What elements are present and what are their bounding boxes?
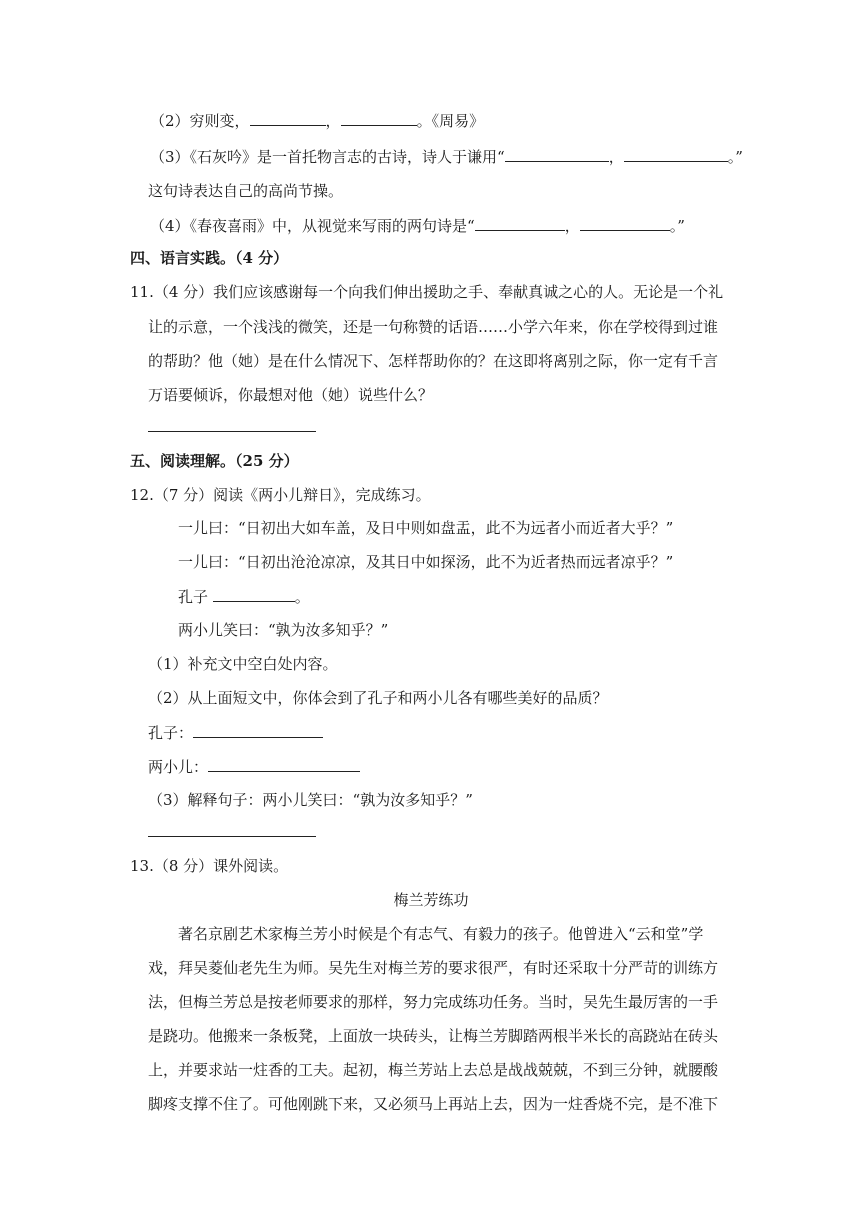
q10-2-separator: ， <box>325 112 341 130</box>
q10-item-4 <box>150 215 685 236</box>
q10-item-3 <box>150 146 743 167</box>
q10-4-blank-2[interactable] <box>580 215 670 231</box>
q10-4-prefix: （4）《春夜喜雨》中，从视觉来写雨的两句诗是“ <box>150 217 475 235</box>
q12-kongzi-answer[interactable] <box>193 722 323 738</box>
q12-text-1: 一儿曰：“日初出大如车盖，及日中则如盘盂，此不为远者小而近者大乎？” <box>178 519 674 537</box>
q12-liangxiaoer-row <box>148 756 360 777</box>
q10-3-suffix: 。” <box>727 148 743 166</box>
q12-text-3-prefix: 孔子 <box>178 588 213 606</box>
q11-line-3: 的帮助？他（她）是在什么情况下、怎样帮助你的？在这即将离别之际，你一定有千言 <box>148 352 719 370</box>
q12-liangxiaoer-answer[interactable] <box>208 756 360 772</box>
q13-passage-line-3: 法，但梅兰芳总是按老师要求的那样，努力完成练功任务。当时，吴先生最厉害的一手 <box>148 993 719 1011</box>
q10-3-blank-1[interactable] <box>505 146 609 162</box>
q12-kongzi-label: 孔子： <box>148 724 194 742</box>
q11-line-2: 让的示意，一个浅浅的微笑，还是一句称赞的话语……小学六年来，你在学校得到过谁 <box>148 318 719 336</box>
q11-line-4: 万语要倾诉，你最想对他（她）说些什么？ <box>148 386 434 404</box>
q12-text-2: 一儿曰：“日初出沧沧凉凉，及其日中如探汤，此不为近者热而远者凉乎？” <box>178 553 674 571</box>
q10-item-2 <box>150 110 484 131</box>
q13-passage-line-1: 著名京剧艺术家梅兰芳小时候是个有志气、有毅力的孩子。他曾进入“云和堂”学 <box>178 925 704 943</box>
q12-sub-3: （3）解释句子：两小儿笑曰：“孰为汝多知乎？” <box>148 791 473 809</box>
q13-intro: 13.（8 分）课外阅读。 <box>130 857 289 875</box>
q13-passage-line-6: 脚疼支撑不住了。可他刚跳下来，又必须马上再站上去，因为一炷香烧不完，是不准下 <box>148 1095 719 1113</box>
q10-2-prefix: （2）穷则变， <box>150 112 250 130</box>
q10-3-prefix: （3）《石灰吟》是一首托物言志的古诗，诗人于谦用“ <box>150 148 505 166</box>
q10-2-blank-2[interactable] <box>341 110 417 126</box>
q10-3-separator: ， <box>608 148 624 166</box>
q13-passage-line-5: 上，并要求站一炷香的工夫。起初，梅兰芳站上去总是战战兢兢，不到三分钟，就腰酸 <box>148 1061 719 1079</box>
q12-text-3-suffix: 。 <box>294 588 310 606</box>
q12-sub-2: （2）从上面短文中，你体会到了孔子和两小儿各有哪些美好的品质？ <box>148 689 608 707</box>
q13-passage-line-2: 戏，拜吴菱仙老先生为师。吴先生对梅兰芳的要求很严，有时还采取十分严苛的训练方 <box>148 959 719 977</box>
q12-text-4: 两小儿笑曰：“孰为汝多知乎？” <box>178 621 389 639</box>
q10-3-blank-2[interactable] <box>624 146 728 162</box>
section-4-heading: 四、语言实践。（4 分） <box>130 249 289 267</box>
q12-liangxiaoer-label: 两小儿： <box>148 758 209 776</box>
q12-kongzi-row <box>148 722 323 743</box>
q13-passage-line-4: 是跷功。他搬来一条板凳，上面放一块砖头，让梅兰芳脚踏两根半米长的高跷站在砖头 <box>148 1027 719 1045</box>
q10-3-continuation: 这句诗表达自己的高尚节操。 <box>148 182 344 200</box>
q11-line-1: 11.（4 分）我们应该感谢每一个向我们伸出援助之手、奉献真诚之心的人。无论是一个礼 <box>130 283 724 301</box>
q11-answer-line[interactable] <box>148 431 316 432</box>
q10-2-blank-1[interactable] <box>250 110 326 126</box>
q10-2-suffix: 。《周易》 <box>416 112 485 130</box>
q13-passage-title: 梅兰芳练功 <box>393 891 469 909</box>
q10-4-suffix: 。” <box>669 217 685 235</box>
q12-text-3 <box>178 586 310 607</box>
q12-sub-1: （1）补充文中空白处内容。 <box>148 655 338 673</box>
q12-kongzi-blank[interactable] <box>213 586 295 602</box>
q12-intro: 12.（7 分）阅读《两小儿辩日》，完成练习。 <box>130 486 431 504</box>
section-5-heading: 五、阅读理解。（25 分） <box>130 452 299 470</box>
q10-4-blank-1[interactable] <box>475 215 565 231</box>
q10-4-separator: ， <box>564 217 580 235</box>
q12-sub-3-answer-line[interactable] <box>148 836 316 837</box>
